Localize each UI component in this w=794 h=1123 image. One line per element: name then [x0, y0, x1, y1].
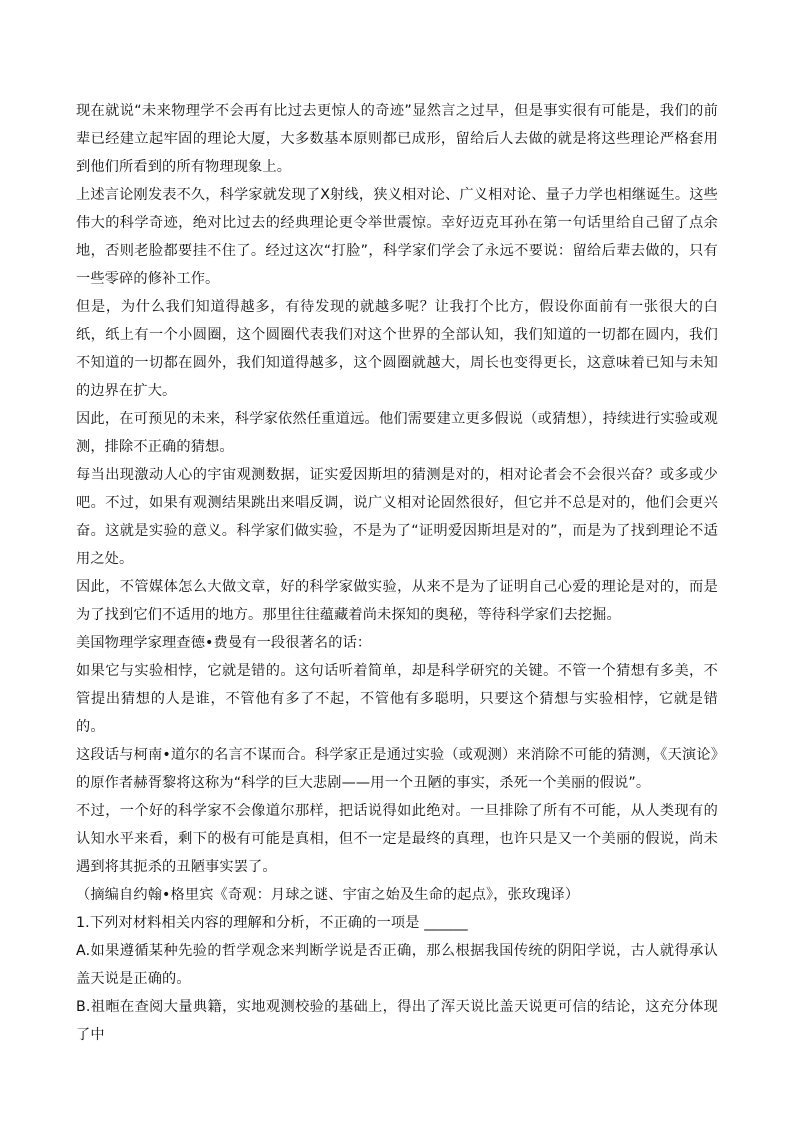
paragraph-1: 现在就说“未来物理学不会再有比过去更惊人的奇迹”显然言之过早，但是事实很有可能是，我们的前辈已经建立起牢固的理论大厦，大多数基本原则都已成形，留给后人去做的就是将这些理论严格套用到他们所看到的所有物理现象上。 — [76, 103, 718, 175]
option-a: A.如果遵循某种先验的哲学观念来判断学说是否正确，那么根据我国传统的阴阳学说，古人就得承认盖天说是正确的。 — [76, 943, 718, 987]
paragraph-6: 因此，不管媒体怎么大做文章，好的科学家做实验，从来不是为了证明自己心爱的理论是对的，而是为了找到它们不适用的地方。那里往往蕴藏着尚未探知的奥秘，等待科学家们去挖掘。 — [76, 579, 718, 623]
document-page — [76, 97, 718, 1049]
source-citation: （摘编自约翰•格里宾《奇观：月球之谜、宇宙之始及生命的起点》，张玫瑰译） — [76, 887, 580, 903]
option-b: B.祖暅在查阅大量典籍，实地观测校验的基础上，得出了浑天说比盖天说更可信的结论，这充分体现了中 — [76, 999, 718, 1043]
paragraph-7: 美国物理学家理查德•费曼有一段很著名的话： — [76, 635, 372, 651]
question-1-stem: 1.下列对材料相关内容的理解和分析，不正确的一项是 ______ — [76, 915, 468, 931]
paragraph-10: 不过，一个好的科学家不会像道尔那样，把话说得如此绝对。一旦排除了所有不可能，从人类现有的认知水平来看，剩下的极有可能是真相，但不一定是最终的真理，也许只是又一个美丽的假说，尚未遇到将其扼杀的丑陋事实罢了。 — [76, 803, 718, 875]
paragraph-2: 上述言论刚发表不久，科学家就发现了X射线，狭义相对论、广义相对论、量子力学也相继诞生。这些伟大的科学奇迹，绝对比过去的经典理论更令举世震惊。幸好迈克耳孙在第一句话里给自己留了点余地，否则老脸都要挂不住了。经过这次“打脸”，科学家们学会了永远不要说：留给后辈去做的，只有一些零碎的修补工作。 — [76, 187, 718, 287]
paragraph-5: 每当出现激动人心的宇宙观测数据，证实爱因斯坦的猜测是对的，相对论者会不会很兴奋？或多或少吧。不过，如果有观测结果跳出来唱反调，说广义相对论固然很好，但它并不总是对的，他们会更兴奋。这就是实验的意义。科学家们做实验，不是为了“证明爱因斯坦是对的”，而是为了找到理论不适用之处。 — [76, 467, 718, 567]
paragraph-8: 如果它与实验相悖，它就是错的。这句话听着简单，却是科学研究的关键。不管一个猜想有多美，不管提出猜想的人是谁，不管他有多了不起，不管他有多聪明，只要这个猜想与实验相悖，它就是错的。 — [76, 663, 718, 735]
paragraph-3: 但是，为什么我们知道得越多，有待发现的就越多呢？让我打个比方，假设你面前有一张很大的白纸，纸上有一个小圆圈，这个圆圈代表我们对这个世界的全部认知，我们知道的一切都在圆内，我们不知道的一切都在圆外，我们知道得越多，这个圆圈就越大，周长也变得更长，这意味着已知与未知的边界在扩大。 — [76, 299, 718, 399]
paragraph-4: 因此，在可预见的未来，科学家依然任重道远。他们需要建立更多假说（或猜想），持续进行实验或观测，排除不正确的猜想。 — [76, 411, 718, 455]
paragraph-9: 这段话与柯南•道尔的名言不谋而合。科学家正是通过实验（或观测）来消除不可能的猜测，《天演论》的原作者赫胥黎将这称为“科学的巨大悲剧——用一个丑陋的事实，杀死一个美丽的假说”。 — [76, 747, 718, 791]
